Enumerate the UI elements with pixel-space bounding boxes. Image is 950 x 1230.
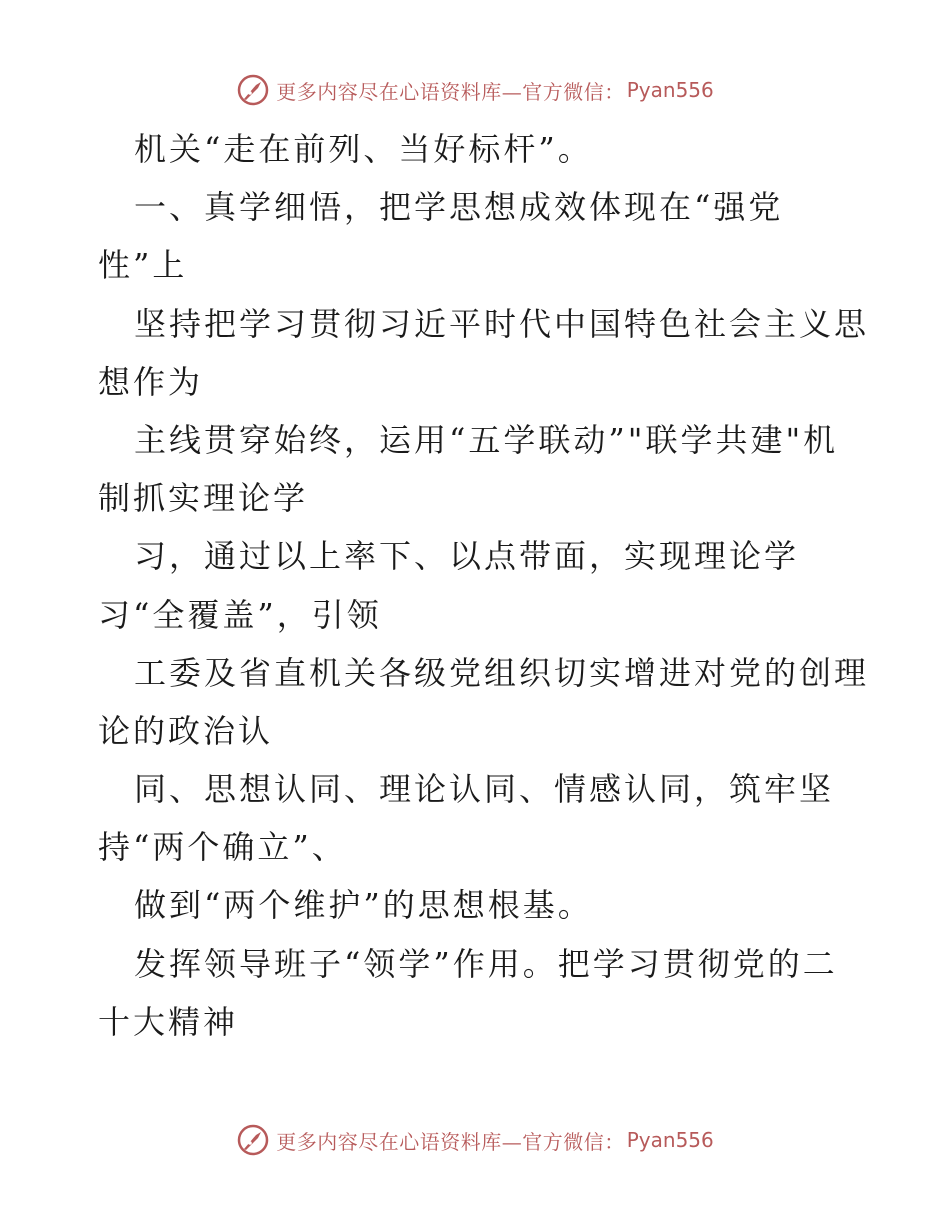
document-body bbox=[98, 120, 870, 1051]
watermark-wechat-id: Pyan556 bbox=[626, 78, 714, 102]
header-watermark bbox=[0, 70, 950, 110]
body-line: 想作为 bbox=[98, 362, 204, 401]
body-line: 机关“走在前列、当好标杆”。 bbox=[134, 130, 593, 168]
body-line: 发挥领导班子“领学”作用。把学习贯彻党的二 bbox=[134, 944, 838, 983]
fountain-pen-logo-icon bbox=[236, 73, 270, 107]
body-line: 论的政治认 bbox=[98, 711, 274, 750]
body-line: 持“两个确立”、 bbox=[98, 828, 347, 867]
fountain-pen-logo-icon bbox=[236, 1123, 270, 1157]
body-line: 同、思想认同、理论认同、情感认同，筑牢坚 bbox=[134, 770, 835, 809]
watermark-text: 更多内容尽在心语资料库—官方微信： bbox=[276, 79, 625, 104]
body-line: 主线贯穿始终，运用“五学联动”"联学共建"机 bbox=[134, 420, 839, 459]
watermark-wechat-id: Pyan556 bbox=[626, 1128, 714, 1152]
body-line: 十大精神 bbox=[98, 1002, 239, 1041]
body-line: 工委及省直机关各级党组织切实增进对党的创理 bbox=[134, 653, 870, 692]
footer-watermark bbox=[0, 1120, 950, 1160]
body-line: 做到“两个维护”的思想根基。 bbox=[134, 886, 593, 925]
body-line: 制抓实理论学 bbox=[98, 479, 309, 518]
section-heading: 一、真学细悟，把学思想成效体现在“强党 bbox=[134, 188, 784, 227]
body-line: 性”上 bbox=[98, 246, 188, 285]
body-line: 坚持把学习贯彻习近平时代中国特色社会主义思 bbox=[134, 304, 870, 343]
watermark-text: 更多内容尽在心语资料库—官方微信： bbox=[276, 1129, 625, 1154]
body-line: 习，通过以上率下、以点带面，实现理论学 bbox=[134, 537, 800, 576]
body-line: 习“全覆盖”，引领 bbox=[98, 595, 382, 634]
